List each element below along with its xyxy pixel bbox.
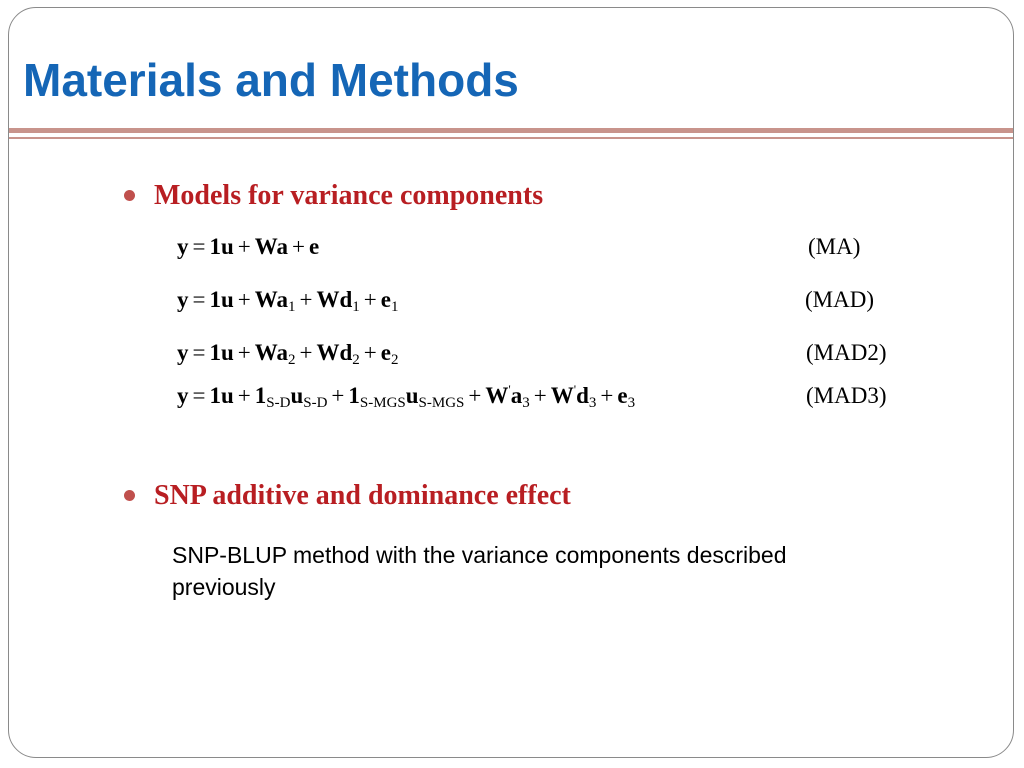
eq-term: 1u [209,383,234,408]
eq-superscript: ' [508,382,511,397]
bullet-variance-components [154,179,543,213]
eq-term: a [510,383,523,408]
eq-term: 1 [254,383,267,408]
equation-label-mad2: (MAD2) [806,340,887,365]
eq-term: W [485,383,509,408]
eq-term: e [380,287,391,312]
eq-term: Wa [254,287,288,312]
eq-subscript: 2 [288,352,296,368]
eq-term: Wa [254,340,288,365]
eq-subscript: 1 [390,299,399,315]
eq-subscript: 1 [288,299,296,315]
title-divider-thin [9,137,1013,139]
eq-plus: + [237,287,251,312]
eq-plus: + [292,234,305,259]
eq-term: e [308,234,320,259]
eq-plus: + [533,383,547,408]
equation-label-ma: (MA) [808,234,861,259]
page-title: Materials and Methods [23,54,519,106]
eq-equals: = [192,383,206,408]
eq-equals: = [192,234,206,259]
equation-ma [177,234,319,260]
eq-subscript: 3 [588,395,597,411]
title-divider-thick [9,128,1013,133]
eq-plus: + [468,383,482,408]
eq-subscript: 3 [627,395,636,411]
eq-term: e [380,340,391,365]
eq-plus: + [331,383,345,408]
eq-subscript: S-D [303,395,328,411]
eq-term: 1u [209,234,234,259]
eq-term: 1u [209,287,234,312]
eq-term: W [550,383,574,408]
eq-subscript: 2 [352,352,360,368]
eq-term: Wd [316,287,353,312]
equation-mad2 [177,340,398,366]
eq-plus: + [363,340,377,365]
eq-subscript: S-D [266,395,291,411]
eq-subscript: 2 [390,352,399,368]
eq-lhs: y [177,383,189,408]
bullet-snp-effect [154,479,571,513]
eq-plus: + [237,234,251,259]
eq-term: 1 [348,383,360,408]
snp-blup-description: SNP-BLUP method with the variance components described previously [172,542,787,600]
eq-term: d [576,383,589,408]
eq-plus: + [237,383,251,408]
equation-mad [177,287,398,313]
eq-equals: = [192,340,206,365]
eq-plus: + [237,340,251,365]
eq-lhs: y [177,234,189,259]
eq-subscript: 3 [522,395,530,411]
eq-plus: + [299,287,313,312]
equation-label-mad3: (MAD3) [806,383,887,408]
eq-term: Wa [254,234,288,259]
eq-term: e [617,383,628,408]
eq-term: u [290,383,304,408]
bullet-dot-icon [124,490,135,501]
eq-subscript: S-MGS [359,395,406,411]
eq-term: 1u [209,340,234,365]
eq-plus: + [600,383,614,408]
eq-plus: + [299,340,313,365]
eq-equals: = [192,287,206,312]
bullet-dot-icon [124,190,135,201]
eq-subscript: 1 [352,299,360,315]
bullet-label: SNP additive and dominance effect [154,480,571,511]
eq-plus: + [363,287,377,312]
eq-superscript: ' [573,382,577,397]
equation-mad3 [177,383,635,409]
slide [8,7,1014,758]
eq-term: u [405,383,419,408]
equation-label-mad: (MAD) [805,287,874,312]
eq-subscript: S-MGS [418,395,465,411]
eq-term: Wd [316,340,353,365]
eq-lhs: y [177,340,189,365]
eq-lhs: y [177,287,189,312]
bullet-label: Models for variance components [154,180,544,211]
